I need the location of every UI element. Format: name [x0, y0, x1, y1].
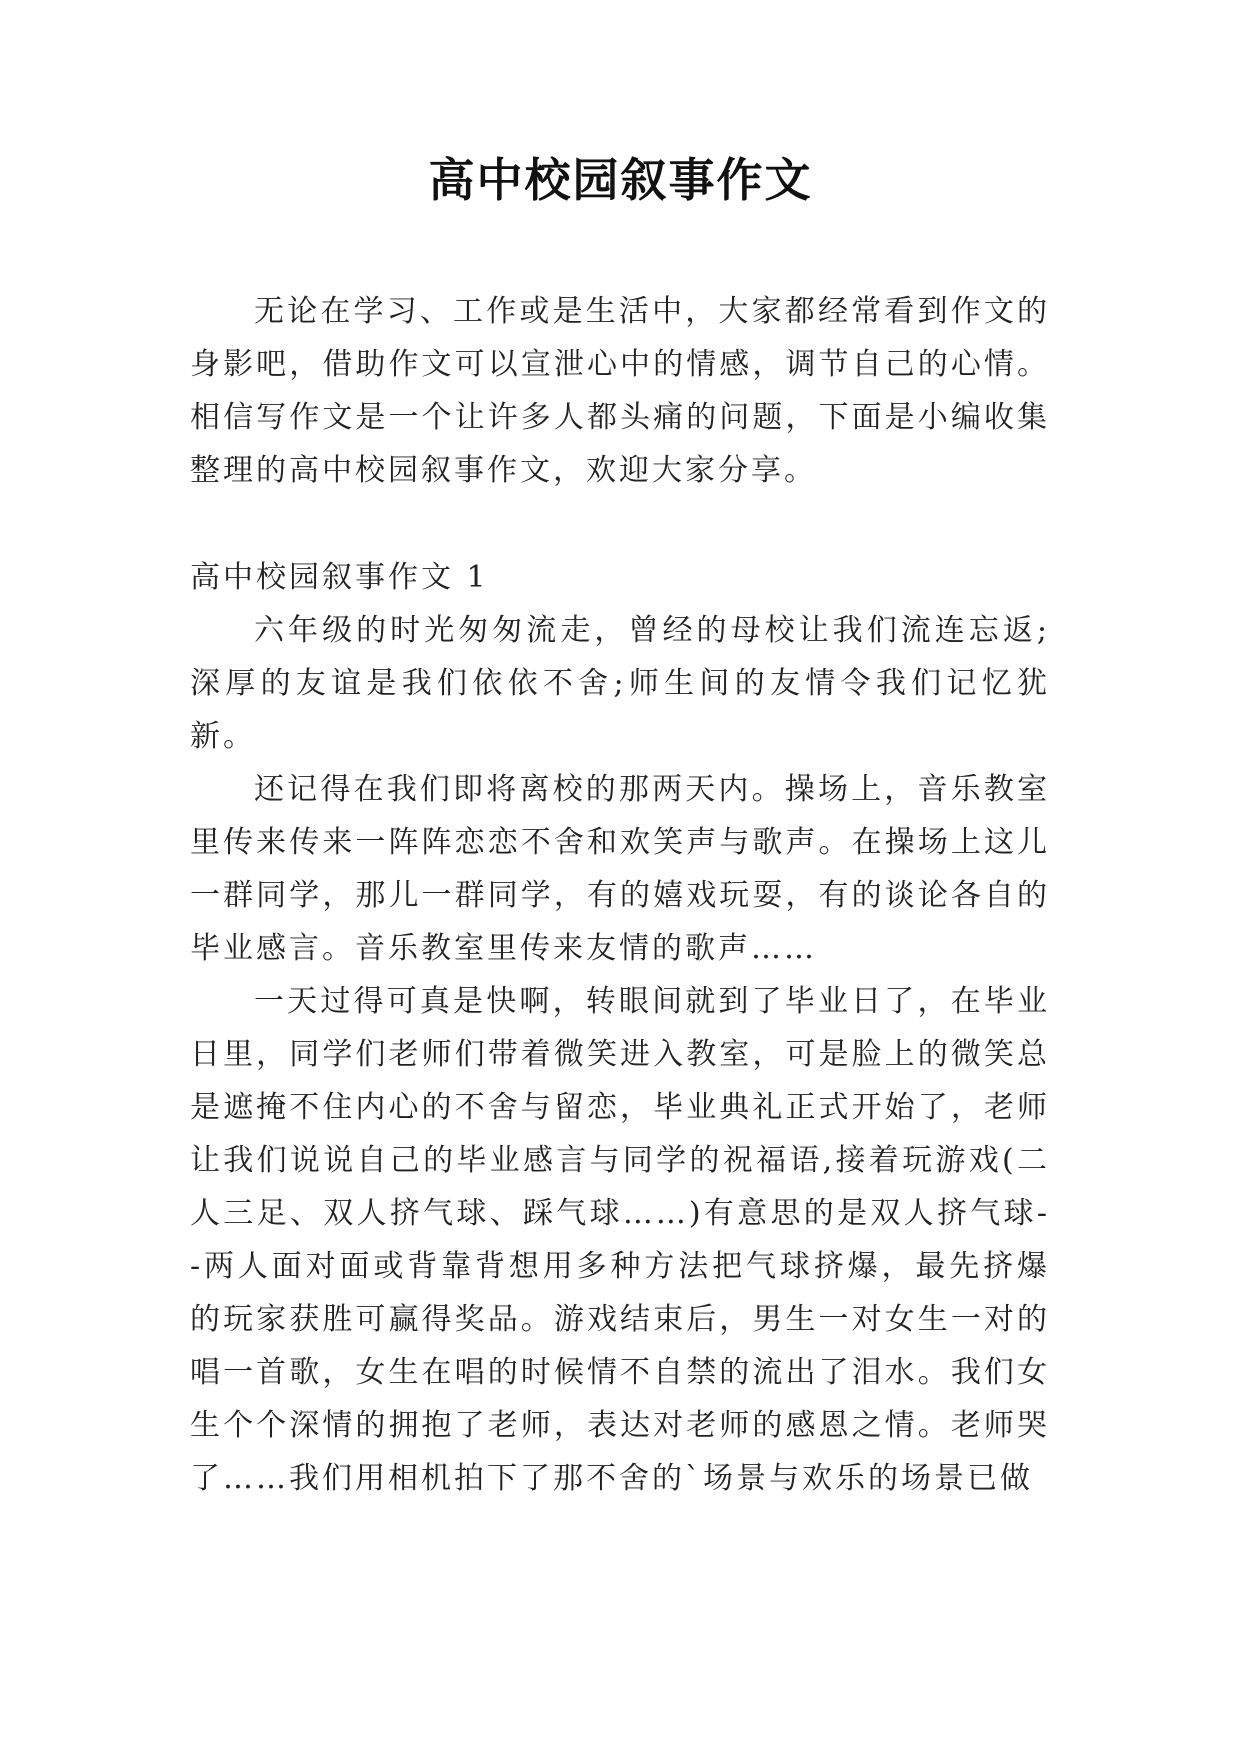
document-title: 高中校园叙事作文 — [428, 153, 813, 207]
body-paragraph: 还记得在我们即将离校的那两天内。操场上，音乐教室里传来传来一阵阵恋恋不舍和欢笑声与歌声。在操场上这儿一群同学，那儿一群同学，有的嬉戏玩耍，有的谈论各自的毕业感言。音乐教室里传来友情的歌声…… — [190, 772, 1050, 966]
body-paragraph: 六年级的时光匆匆流走，曾经的母校让我们流连忘返;深厚的友谊是我们依依不舍;师生间的友情令我们记忆犹新。 — [190, 613, 1050, 754]
intro-paragraph: 无论在学习、工作或是生活中，大家都经常看到作文的身影吧，借助作文可以宣泄心中的情感，调节自己的心情。相信写作文是一个让许多人都头痛的问题，下面是小编收集整理的高中校园叙事作文，欢迎大家分享。 — [190, 294, 1050, 488]
section-heading: 高中校园叙事作文 1 — [190, 560, 489, 595]
document-body — [190, 285, 1050, 1505]
body-paragraph: 一天过得可真是快啊，转眼间就到了毕业日了，在毕业日里，同学们老师们带着微笑进入教室，可是脸上的微笑总是遮掩不住内心的不舍与留恋，毕业典礼正式开始了，老师让我们说说自己的毕业感言与同学的祝福语,接着玩游戏(二人三足、双人挤气球、踩气球……)有意思的是双人挤气球--两人面对面或背靠背想用多种方法把气球挤爆，最先挤爆的玩家获胜可赢得奖品。游戏结束后，男生一对女生一对的唱一首歌，女生在唱的时候情不自禁的流出了泪水。我们女生个个深情的拥抱了老师，表达对老师的感恩之情。老师哭了……我们用相机拍下了那不舍的`场景与欢乐的场景已做 — [190, 984, 1050, 1496]
